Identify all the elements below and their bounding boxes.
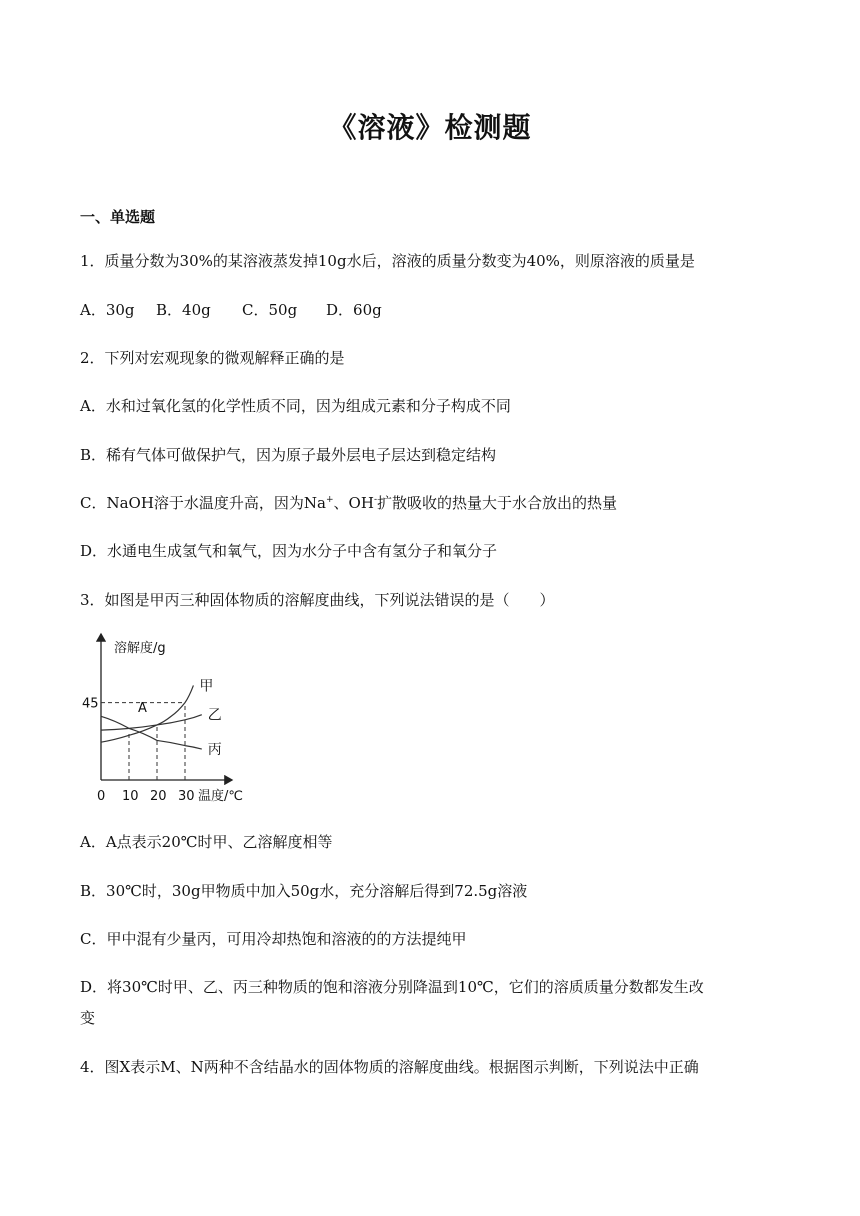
question-1-options: [80, 300, 382, 320]
q2-option-b: B．稀有气体可做保护气，因为原子最外层电子层达到稳定结构: [80, 446, 497, 464]
y-axis-label: 溶解度/g: [114, 641, 166, 656]
x-tick-label: 0: [97, 789, 106, 804]
point-a-label: A: [138, 701, 147, 716]
series-label-1: 甲: [199, 678, 214, 695]
q2-option-a: A．水和过氧化氢的化学性质不同，因为组成元素和分子构成不同: [80, 397, 511, 415]
x-tick-label: 30: [178, 789, 195, 804]
series-line-3: [101, 716, 202, 749]
q3-option-d-line1: D．将30℃时甲、乙、丙三种物质的饱和溶液分别降温到10℃，它们的溶质质量分数都发生改: [80, 978, 704, 996]
q2-c-text-3: 扩散吸收的热量大于水合放出的热量: [376, 494, 617, 512]
q2-c-text-1: C．NaOH溶于水温度升高，因为Na: [80, 494, 326, 512]
document-title: 《溶液》检测题: [328, 111, 532, 144]
q2-option-d: D．水通电生成氢气和氧气，因为水分子中含有氢分子和氧分子: [80, 542, 498, 560]
series-label-3: 丙: [207, 742, 222, 759]
series-label-2: 乙: [207, 707, 222, 724]
q2-c-sup-1: +: [326, 495, 334, 505]
q3-option-d-line2: 变: [80, 1009, 96, 1027]
q1-option-c: C．50g: [242, 301, 298, 319]
q3-option-b: B．30℃时，30g甲物质中加入50g水，充分溶解后得到72.5g溶液: [80, 882, 528, 900]
x-axis-label: 温度/℃: [198, 789, 243, 804]
q3-option-a: A．A点表示20℃时甲、乙溶解度相等: [80, 833, 333, 851]
question-2-stem: 2．下列对宏观现象的微观解释正确的是: [80, 349, 345, 367]
question-4-stem: 4．图X表示M、N两种不含结晶水的固体物质的溶解度曲线。根据图示判断，下列说法中正确: [80, 1058, 699, 1076]
q2-c-text-2: 、OH: [333, 494, 374, 512]
y-tick-label: 45: [82, 696, 99, 712]
q3-option-c: C．甲中混有少量丙，可用冷却热饱和溶液的的方法提纯甲: [80, 930, 467, 948]
q2-option-c: [80, 493, 617, 513]
x-tick-label: 20: [150, 789, 167, 804]
curves: [101, 685, 202, 749]
q1-option-b: B．40g: [156, 301, 211, 319]
q2-c-sup-2: -: [373, 495, 377, 505]
question-3-stem: 3．如图是甲丙三种固体物质的溶解度曲线，下列说法错误的是（ ）: [80, 591, 555, 609]
solubility-chart: [80, 628, 260, 808]
question-1-stem: 1．质量分数为30%的某溶液蒸发掉10g水后，溶液的质量分数变为40%，则原溶液的质量是: [80, 252, 695, 270]
x-tick-label: 10: [122, 789, 139, 804]
q1-option-a: A．30g: [80, 301, 135, 319]
q1-option-d: D．60g: [326, 301, 382, 319]
section-heading: 一、单选题: [80, 208, 156, 226]
series-line-1: [101, 685, 193, 742]
